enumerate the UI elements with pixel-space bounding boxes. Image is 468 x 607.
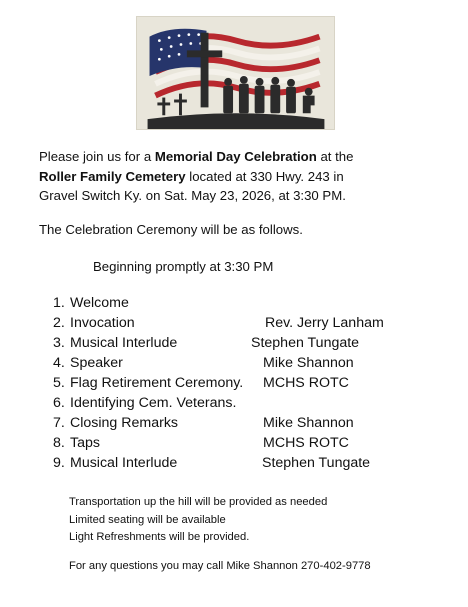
note-line: Light Refreshments will be provided. bbox=[69, 531, 250, 544]
item-title: Musical Interlude bbox=[70, 455, 178, 471]
invitation-paragraph bbox=[39, 147, 449, 206]
program-item bbox=[53, 393, 453, 413]
item-presenter: Mike Shannon bbox=[263, 415, 354, 431]
item-title: Speaker bbox=[70, 355, 123, 371]
date-time-text: Gravel Switch Ky. on Sat. May 23, 2026, at 3:30 PM. bbox=[39, 188, 346, 203]
item-number: 4. bbox=[53, 355, 65, 371]
american-flag-icon bbox=[137, 17, 334, 129]
venue-name: Roller Family Cemetery bbox=[39, 168, 186, 184]
item-number: 8. bbox=[53, 435, 65, 451]
note-line: Transportation up the hill will be provided as needed bbox=[69, 496, 328, 508]
item-presenter: Mike Shannon bbox=[263, 355, 354, 371]
item-number: 2. bbox=[53, 315, 65, 331]
program-item bbox=[53, 293, 453, 313]
ceremony-intro: The Celebration Ceremony will be as follows. bbox=[39, 222, 303, 237]
program-item bbox=[53, 313, 453, 333]
item-presenter: Stephen Tungate bbox=[251, 335, 360, 351]
item-number: 1. bbox=[53, 295, 65, 311]
item-presenter: Rev. Jerry Lanham bbox=[265, 315, 384, 331]
address-text: located at 330 Hwy. 243 in bbox=[185, 168, 344, 184]
item-title: Identifying Cem. Veterans. bbox=[70, 395, 237, 411]
program-item bbox=[53, 373, 453, 393]
item-number: 5. bbox=[53, 375, 65, 391]
program-item bbox=[53, 453, 453, 473]
intro-text: at the bbox=[316, 149, 354, 164]
item-presenter: Stephen Tungate bbox=[262, 455, 371, 471]
intro-text: Please join us for a bbox=[39, 149, 155, 164]
item-presenter: MCHS ROTC bbox=[263, 375, 349, 391]
item-presenter: MCHS ROTC bbox=[263, 435, 349, 451]
item-title: Welcome bbox=[70, 295, 129, 311]
contact-line: For any questions you may call Mike Shannon 270-402-9778 bbox=[69, 560, 371, 572]
item-number: 9. bbox=[53, 455, 65, 471]
item-title: Flag Retirement Ceremony. bbox=[70, 375, 244, 391]
program-item bbox=[53, 433, 453, 453]
item-title: Invocation bbox=[70, 315, 135, 331]
item-title: Closing Remarks bbox=[70, 415, 179, 431]
program-list bbox=[53, 293, 453, 473]
logistics-notes bbox=[69, 494, 327, 547]
program-item bbox=[53, 413, 453, 433]
item-number: 6. bbox=[53, 395, 65, 411]
note-line: Limited seating will be available bbox=[69, 513, 226, 526]
program-item bbox=[53, 353, 453, 373]
program-item bbox=[53, 333, 453, 353]
item-number: 7. bbox=[53, 415, 65, 431]
start-time-note: Beginning promptly at 3:30 PM bbox=[93, 259, 274, 274]
event-name: Memorial Day Celebration bbox=[154, 149, 317, 164]
item-number: 3. bbox=[53, 335, 65, 351]
item-title: Musical Interlude bbox=[70, 335, 178, 351]
memorial-banner-image bbox=[136, 16, 335, 130]
item-title: Taps bbox=[70, 435, 100, 451]
